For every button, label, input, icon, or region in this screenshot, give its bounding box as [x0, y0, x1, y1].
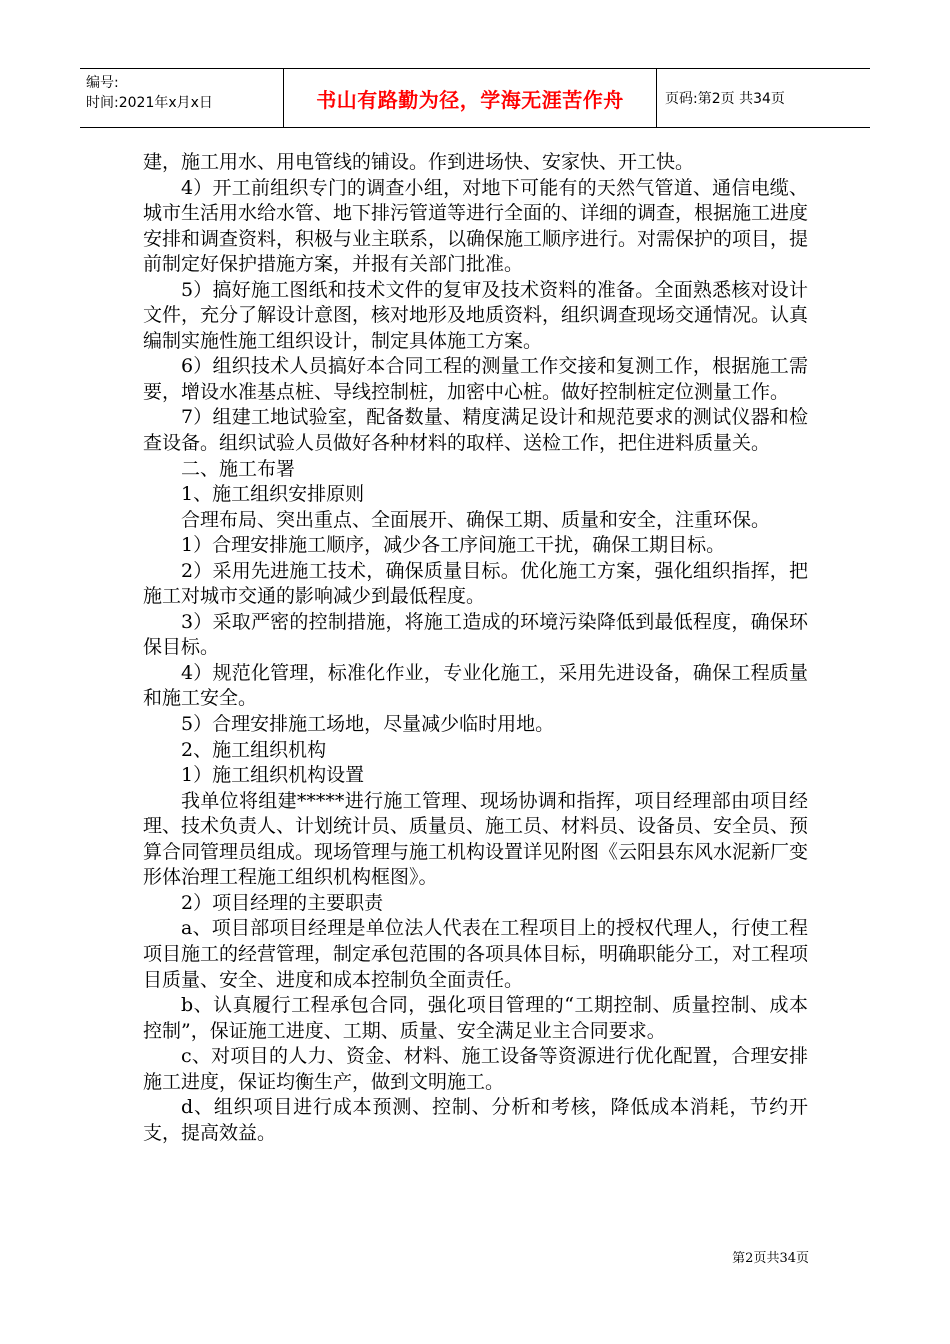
- paragraph: 7）组建工地试验室，配备数量、精度满足设计和规范要求的测试仪器和检查设备。组织试验人员做好各种材料的取样、送检工作，把住进料质量关。: [143, 406, 808, 455]
- paragraph: 2、施工组织机构: [181, 738, 327, 761]
- paragraph: 1）合理安排施工顺序，减少各工序间施工干扰，确保工期目标。: [181, 534, 726, 557]
- header-slogan: 书山有路勤为径，学海无涯苦作舟: [283, 69, 657, 127]
- page-footer-number: 第2页共34页: [732, 1251, 809, 1266]
- paragraph: 4）开工前组织专门的调查小组，对地下可能有的天然气管道、通信电缆、城市生活用水给水管、地下排污管道等进行全面的、详细的调查，根据施工进度安排和调查资料，积极与业主联系，以确保施工顺序进行。对需保护的项目，提前制定好保护措施方案，并报有关部门批准。: [143, 176, 809, 276]
- paragraph: 2）项目经理的主要职责: [181, 891, 384, 914]
- paragraph: d、组织项目进行成本预测、控制、分析和考核，降低成本消耗，节约开支，提高效益。: [143, 1096, 808, 1144]
- header-meta: [80, 69, 283, 127]
- paragraph: 3）采取严密的控制措施，将施工造成的环境污染降低到最低程度，确保环保目标。: [143, 610, 808, 659]
- paragraph: 5）搞好施工图纸和技术文件的复审及技术资料的准备。全面熟悉核对设计文件，充分了解设计意图，核对地形及地质资料，组织调查现场交通情况。认真编制实施性施工组织设计，制定具体施工方案。: [143, 278, 809, 352]
- paragraph: 4）规范化管理，标准化作业，专业化施工，采用先进设备，确保工程质量和施工安全。: [143, 661, 808, 710]
- header-page-number: 页码:第2页 共34页: [665, 91, 785, 107]
- paragraph: 1、施工组织安排原则: [181, 483, 365, 506]
- paragraph: b、认真履行工程承包合同，强化项目管理的“工期控制、质量控制、成本控制”，保证施工进度、工期、质量、安全满足业主合同要求。: [143, 994, 808, 1042]
- document-number-label: 编号:: [86, 75, 119, 91]
- paragraph: 二、施工布署: [181, 457, 296, 480]
- paragraph: 2）采用先进施工技术，确保质量目标。优化施工方案，强化组织指挥，把施工对城市交通的影响减少到最低程度。: [143, 559, 808, 608]
- document-body: [143, 150, 808, 1146]
- paragraph: a、项目部项目经理是单位法人代表在工程项目上的授权代理人，行使工程项目施工的经营管理，制定承包范围的各项具体目标，明确职能分工，对工程项目质量、安全、进度和成本控制负全面责任。: [143, 917, 809, 991]
- paragraph: c、对项目的人力、资金、材料、施工设备等资源进行优化配置，合理安排施工进度，保证均衡生产，做到文明施工。: [143, 1045, 808, 1093]
- page-header: [80, 68, 870, 128]
- paragraph: 合理布局、突出重点、全面展开、确保工期、质量和安全，注重环保。: [181, 508, 771, 531]
- paragraph: 5）合理安排施工场地，尽量减少临时用地。: [181, 713, 555, 736]
- paragraph: 建，施工用水、用电管线的铺设。作到进场快、安家快、开工快。: [143, 151, 695, 173]
- paragraph: 1）施工组织机构设置: [181, 764, 365, 787]
- paragraph: 6）组织技术人员搞好本合同工程的测量工作交接和复测工作，根据施工需要，增设水准基点桩、导线控制桩，加密中心桩。做好控制桩定位测量工作。: [143, 355, 808, 403]
- document-date-label: 时间:2021年x月x日: [86, 95, 213, 111]
- paragraph: 我单位将组建*****进行施工管理、现场协调和指挥，项目经理部由项目经理、技术负责人、计划统计员、质量员、施工员、材料员、设备员、安全员、预算合同管理员组成。现场管理与施工机构设置详见附图《云阳县东风水泥新厂变形体治理工程施工组织机构框图》。: [143, 789, 809, 889]
